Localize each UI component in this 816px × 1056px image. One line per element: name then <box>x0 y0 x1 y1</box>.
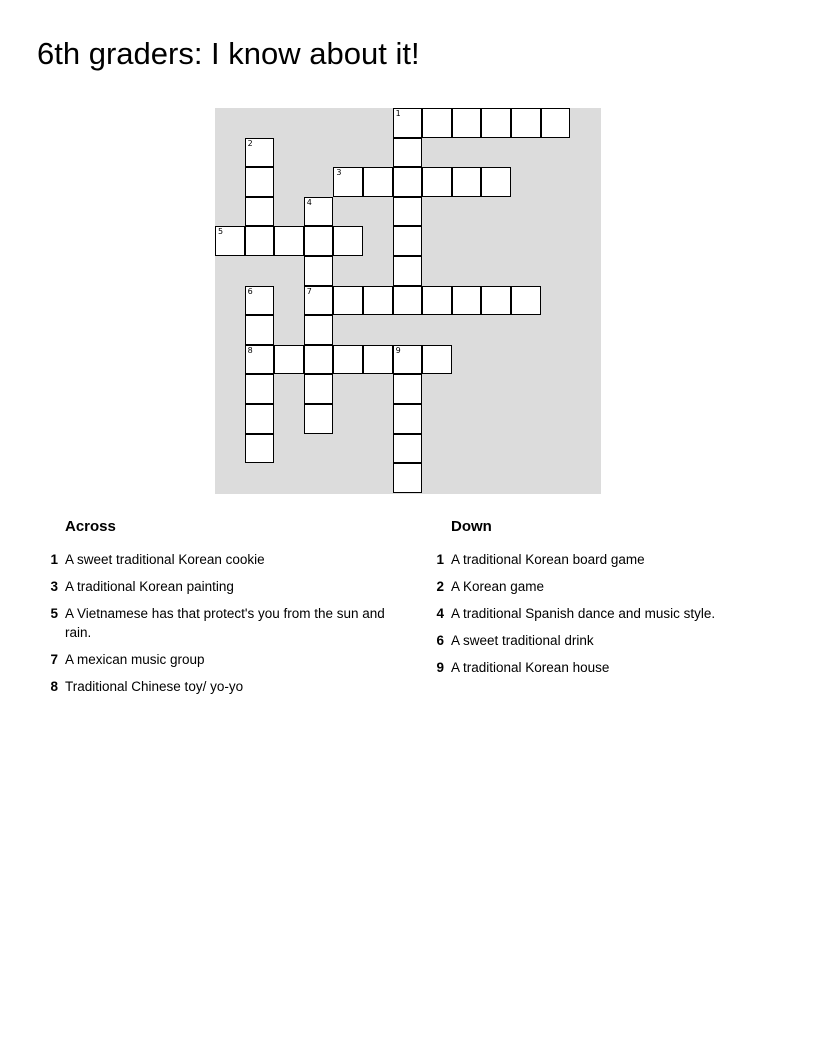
clue-text: A Korean game <box>451 579 545 594</box>
page-title: 6th graders: I know about it! <box>37 36 420 71</box>
across-heading: Across <box>65 518 116 535</box>
clue-number: 1 <box>50 552 58 567</box>
grid-cell[interactable] <box>393 167 423 197</box>
across-clue <box>46 577 396 596</box>
clue-number: 7 <box>50 652 58 667</box>
grid-cell[interactable] <box>363 167 393 197</box>
grid-cell[interactable] <box>393 404 423 434</box>
grid-cell[interactable] <box>245 374 275 404</box>
grid-cell[interactable] <box>245 286 275 316</box>
clue-number: 6 <box>436 633 444 648</box>
clue-text: A Vietnamese has that protect's you from the sun and rain. <box>65 606 385 640</box>
grid-cell[interactable] <box>393 197 423 227</box>
grid-cell[interactable] <box>393 138 423 168</box>
grid-cell[interactable] <box>452 108 482 138</box>
down-clue <box>432 604 772 623</box>
grid-cell[interactable] <box>304 315 334 345</box>
crossword-grid <box>215 108 601 494</box>
clue-number: 8 <box>50 679 58 694</box>
clue-text: A traditional Korean board game <box>451 552 645 567</box>
grid-cell[interactable] <box>422 345 452 375</box>
grid-cell[interactable] <box>393 286 423 316</box>
grid-cell[interactable] <box>481 108 511 138</box>
grid-cell[interactable] <box>245 315 275 345</box>
grid-cell[interactable] <box>422 108 452 138</box>
grid-cell[interactable] <box>304 256 334 286</box>
across-clue <box>46 604 396 642</box>
clue-text: A traditional Korean house <box>451 660 610 675</box>
clue-number: 1 <box>436 552 444 567</box>
grid-cell[interactable] <box>422 286 452 316</box>
across-clue <box>46 550 396 569</box>
down-clue <box>432 550 772 569</box>
clue-number: 2 <box>436 579 444 594</box>
cell-number: 6 <box>247 286 253 296</box>
grid-cell[interactable] <box>333 345 363 375</box>
cell-number: 8 <box>247 345 253 355</box>
grid-cell[interactable] <box>511 286 541 316</box>
clue-number: 4 <box>436 606 444 621</box>
grid-cell[interactable] <box>393 374 423 404</box>
grid-cell[interactable] <box>393 345 423 375</box>
clue-text: A sweet traditional drink <box>451 633 594 648</box>
grid-cell[interactable] <box>304 345 334 375</box>
grid-cell[interactable] <box>274 345 304 375</box>
grid-cell[interactable] <box>245 404 275 434</box>
cell-number: 3 <box>336 168 342 178</box>
grid-cell[interactable] <box>245 197 275 227</box>
grid-cell[interactable] <box>304 404 334 434</box>
clue-number: 3 <box>50 579 58 594</box>
across-clue <box>46 677 396 696</box>
grid-cell[interactable] <box>393 256 423 286</box>
clue-text: A mexican music group <box>65 652 205 667</box>
across-clue <box>46 650 396 669</box>
grid-cell[interactable] <box>245 138 275 168</box>
clue-text: A sweet traditional Korean cookie <box>65 552 265 567</box>
grid-cell[interactable] <box>363 286 393 316</box>
grid-cell[interactable] <box>274 226 304 256</box>
grid-cell[interactable] <box>422 167 452 197</box>
down-clue <box>432 631 772 650</box>
grid-cell[interactable] <box>245 345 275 375</box>
clue-number: 5 <box>50 606 58 621</box>
grid-cell[interactable] <box>452 286 482 316</box>
grid-cell[interactable] <box>393 463 423 493</box>
grid-cell[interactable] <box>481 286 511 316</box>
grid-cell[interactable] <box>333 286 363 316</box>
grid-cell[interactable] <box>245 226 275 256</box>
down-heading: Down <box>451 518 492 535</box>
clue-number: 9 <box>436 660 444 675</box>
clue-text: A traditional Spanish dance and music style. <box>451 606 716 621</box>
grid-cell[interactable] <box>541 108 571 138</box>
down-clue <box>432 658 772 677</box>
across-clues <box>46 516 396 704</box>
grid-cell[interactable] <box>511 108 541 138</box>
grid-cell[interactable] <box>245 167 275 197</box>
clue-text: A traditional Korean painting <box>65 579 234 594</box>
grid-cell[interactable] <box>304 197 334 227</box>
cell-number: 5 <box>218 227 224 237</box>
grid-cell[interactable] <box>393 434 423 464</box>
grid-cell[interactable] <box>333 226 363 256</box>
grid-cell[interactable] <box>333 167 363 197</box>
grid-cell[interactable] <box>245 434 275 464</box>
grid-cell[interactable] <box>363 345 393 375</box>
grid-cell[interactable] <box>393 108 423 138</box>
grid-cell[interactable] <box>215 226 245 256</box>
down-clue <box>432 577 772 596</box>
grid-cell[interactable] <box>481 167 511 197</box>
grid-cell[interactable] <box>304 226 334 256</box>
grid-cell[interactable] <box>304 286 334 316</box>
cell-number: 9 <box>395 345 401 355</box>
grid-cell[interactable] <box>304 374 334 404</box>
cell-number: 7 <box>306 286 312 296</box>
cell-number: 2 <box>247 138 253 148</box>
down-clues <box>432 516 772 685</box>
grid-cell[interactable] <box>452 167 482 197</box>
clue-text: Traditional Chinese toy/ yo-yo <box>65 679 244 694</box>
cell-number: 4 <box>306 197 312 207</box>
cell-number: 1 <box>395 109 401 118</box>
grid-cell[interactable] <box>393 226 423 256</box>
